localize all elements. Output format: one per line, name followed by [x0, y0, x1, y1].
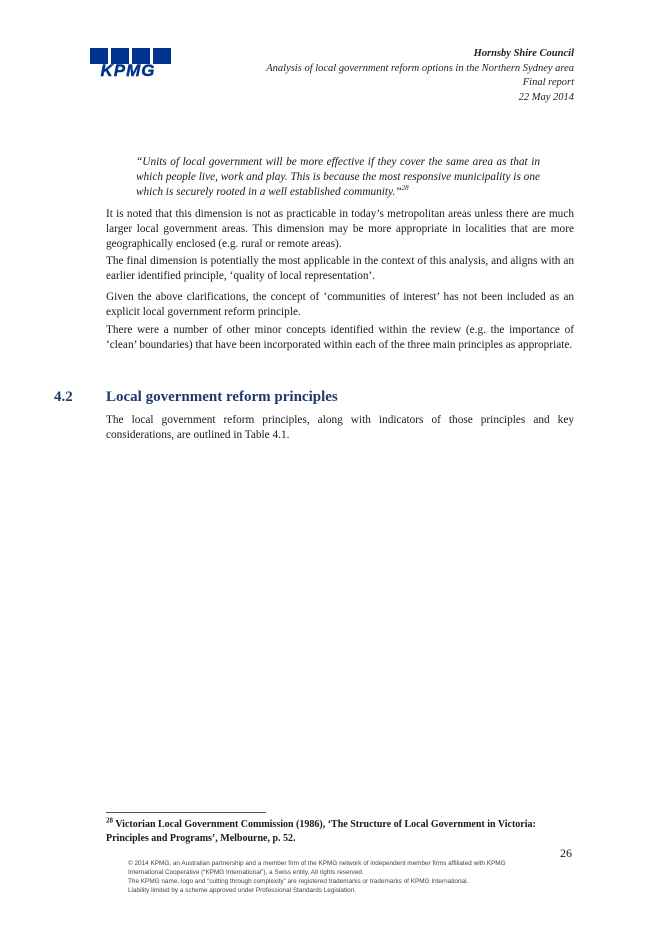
section-title: Local government reform principles	[106, 389, 338, 405]
page-number: 26	[560, 846, 572, 860]
paragraph-1: It is noted that this dimension is not as practicable in today’s metropolitan areas unless there are much larger local government areas. This dimension may be more appropriate in localities that are more geographically enclosed (e.g. rural or remote areas).	[106, 208, 574, 250]
footnote-divider	[106, 812, 266, 813]
svg-text:KPMG: KPMG	[100, 61, 156, 78]
section-body: The local government reform principles, along with indicators of those principles and key considerations, are outlined in Table 4.1.	[106, 414, 574, 441]
legal-copyright: © 2014 KPMG, an Australian partnership and a member firm of the KPMG network of independent member firms affiliated with KPMG International Cooperative (“KPMG International”), a Swiss entity. All rights reserved.	[128, 860, 506, 876]
section-number: 4.2	[54, 389, 73, 405]
quote-text: “Units of local government will be more effective if they cover the same area as that in which people live, work and play. This is because the most responsive municipality is one which is securely rooted in a well established community.”	[136, 156, 540, 198]
running-header	[266, 47, 574, 105]
footnote-number: 28	[106, 816, 113, 825]
header-subtitle: Analysis of local government reform options in the Northern Sydney area	[266, 62, 574, 74]
header-date: 22 May 2014	[518, 91, 574, 103]
header-report: Final report	[522, 77, 574, 88]
legal-liability: Liability limited by a scheme approved under Professional Standards Legislation.	[128, 887, 357, 894]
kpmg-logo	[86, 48, 172, 78]
header-org: Hornsby Shire Council	[473, 48, 574, 59]
footnote	[106, 818, 574, 845]
footnote-ref: 28	[401, 184, 409, 193]
block-quote	[136, 155, 540, 200]
paragraph-2: The final dimension is potentially the most applicable in the context of this analysis, and aligns with an earlier identified principle, ‘quality of local representation’.	[106, 255, 574, 282]
paragraph-4: There were a number of other minor concepts identified within the review (e.g. the importance of ‘clean’ boundaries) that have been incorporated within each of the three main principles as appropriate.	[106, 324, 574, 351]
paragraph-3: Given the above clarifications, the concept of ‘communities of interest’ has not been included as an explicit local government reform principle.	[106, 291, 574, 318]
footnote-text: Victorian Local Government Commission (1986), ‘The Structure of Local Government in Victoria: Principles and Programs’, Melbourne, p. 52.	[106, 819, 536, 844]
legal-trademarks: The KPMG name, logo and “cutting through complexity” are registered trademarks or trademarks of KPMG International.	[128, 878, 469, 885]
legal-notice	[128, 859, 528, 895]
